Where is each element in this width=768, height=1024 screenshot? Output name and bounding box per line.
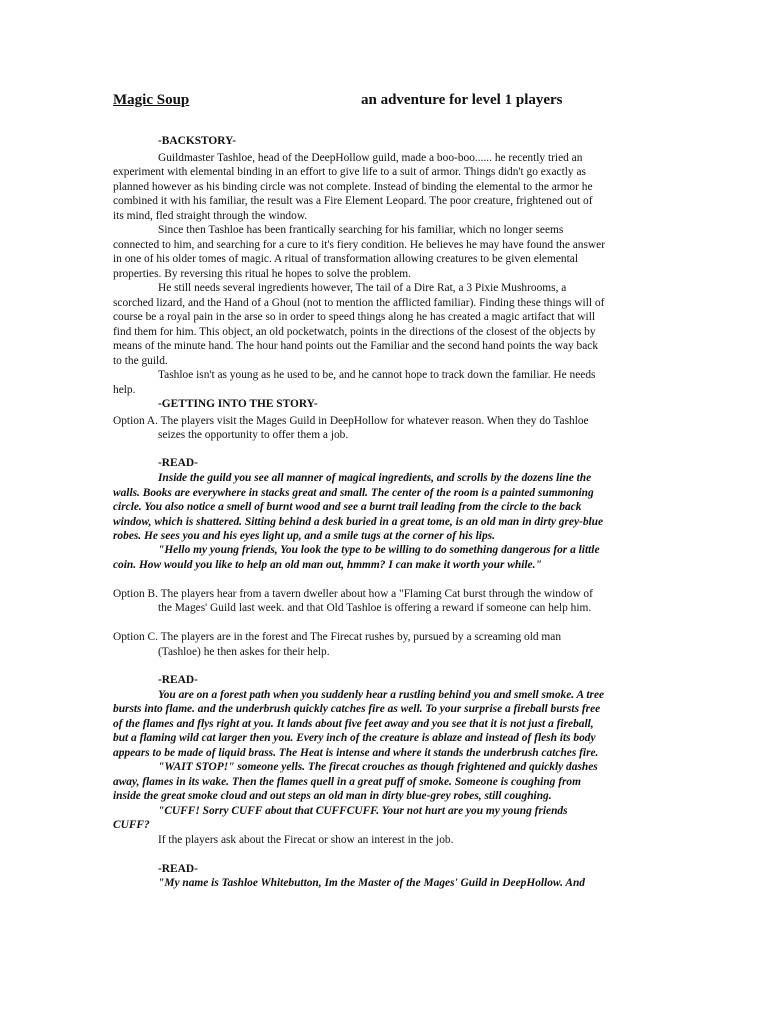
read-text-line: away, flames in its wake. Then the flames quell in a great puff of smoke. Someone is coughing from [113, 776, 581, 788]
read-text-line: bursts into flame. and the underbrush quickly catches fire as well. To your surprise a fireball bursts free [113, 703, 601, 715]
page-subtitle: an adventure for level 1 players [361, 92, 563, 108]
read-text-line: inside the great smoke cloud and out steps an old man in dirty blue-grey robes, still coughing. [113, 790, 552, 802]
read-text-line: window, which is shattered. Sitting behind a desk buried in a great tome, is an old man in dirty grey-blue [113, 516, 604, 528]
backstory-line: find them for him. This object, an old pocketwatch, points in the directions of the closest of the objects by [113, 326, 596, 338]
backstory-line: combined it with his familiar, the result was a Fire Element Leopard. The poor creature, frightened out of [113, 195, 593, 207]
page-title: Magic Soup [113, 92, 190, 108]
option-a-line: Option A. The players visit the Mages Guild in DeepHollow for whatever reason. When they do Tashloe [113, 415, 589, 427]
read-text-line: but a flaming wild cat larger then you. Every inch of the creature is ablaze and instead of flesh its body [113, 732, 596, 744]
read-text-line: "WAIT STOP!" someone yells. The firecat crouches as though frightened and quickly dashes [158, 761, 598, 773]
read-text-line: of the flames and flys right at you. It lands about five feet away and you see that it is not just a fireball, [113, 718, 594, 730]
backstory-line: its mind, fled straight through the window. [113, 210, 308, 222]
backstory-line: Guildmaster Tashloe, head of the DeepHollow guild, made a boo-boo...... he recently tried an [158, 152, 583, 164]
read-heading: -READ- [158, 457, 198, 469]
option-b-line: Option B. The players hear from a tavern dweller about how a "Flaming Cat burst through the window of [113, 588, 593, 600]
read-text-line: walls. Books are everywhere in stacks great and small. The center of the room is a painted summoning [113, 487, 594, 499]
read-text-line: "CUFF! Sorry CUFF about that CUFFCUFF. Your not hurt are you my young friends [158, 805, 568, 817]
instruction-line: If the players ask about the Firecat or show an interest in the job. [158, 834, 454, 846]
read-heading: -READ- [158, 863, 198, 875]
option-c-line: Option C. The players are in the forest and The Firecat rushes by, pursued by a screaming old man [113, 631, 562, 643]
read-text-line: appears to be made of liquid brass. The Heat is intense and where it stands the underbrush catches fire. [113, 747, 599, 759]
backstory-line: means of the minute hand. The hour hand points out the Familiar and the second hand points the way back [113, 340, 599, 352]
read-text-line: Inside the guild you see all manner of magical ingredients, and scrolls by the dozens line the [158, 472, 592, 484]
option-b-line: the Mages' Guild last week. and that Old Tashloe is offering a reward if someone can help him. [158, 602, 592, 614]
backstory-line: experiment with elemental binding in an effort to give life to a suit of armor. Things didn't go exactly as [113, 166, 586, 178]
backstory-heading: -BACKSTORY- [158, 135, 237, 147]
backstory-line: connected to him, and searching for a cure to it's fiery condition. He believes he may have found the answer [113, 239, 605, 251]
backstory-line: course be a royal pain in the arse so in order to speed things along he has created a magic artifact that will [113, 311, 596, 323]
backstory-line: He still needs several ingredients however, The tail of a Dire Rat, a 3 Pixie Mushrooms, a [158, 282, 567, 294]
read-text-line: "Hello my young friends, You look the type to be willing to do something dangerous for a little [158, 544, 600, 556]
backstory-line: to the guild. [113, 355, 168, 367]
backstory-line: scorched lizard, and the Hand of a Ghoul (not to mention the afflicted familiar). Finding these things will of [113, 297, 605, 309]
read-text-line: CUFF? [113, 819, 150, 831]
read-text-line: You are on a forest path when you suddenly hear a rustling behind you and smell smoke. A tree [158, 689, 605, 701]
option-a-line: seizes the opportunity to offer them a job. [158, 429, 349, 441]
option-c-line: (Tashloe) he then askes for their help. [158, 646, 330, 658]
backstory-line: Since then Tashloe has been frantically searching for his familiar, which no longer seems [158, 224, 564, 236]
backstory-line: planned however as his binding circle was not complete. Instead of binding the elemental to the armor he [113, 181, 593, 193]
backstory-line: in one of his older tomes of magic. A ritual of transformation allowing creatures to be given elemental [113, 253, 578, 265]
read-heading: -READ- [158, 674, 198, 686]
getting-heading: -GETTING INTO THE STORY- [158, 398, 318, 410]
backstory-line: Tashloe isn't as young as he used to be, and he cannot hope to track down the familiar. He needs [158, 369, 596, 381]
read-text-line: "My name is Tashloe Whitebutton, Im the Master of the Mages' Guild in DeepHollow. And [158, 877, 585, 889]
backstory-line: help. [113, 384, 136, 396]
read-text-line: robes. He sees you and his eyes light up, and a smile tugs at the corner of his lips. [113, 530, 495, 542]
read-text-line: circle. You also notice a smell of burnt wood and see a burnt trail leading from the circle to the back [113, 501, 582, 513]
read-text-line: coin. How would you like to help an old man out, hmmm? I can make it worth your while." [113, 559, 542, 571]
backstory-line: properties. By reversing this ritual he hopes to solve the problem. [113, 268, 411, 280]
